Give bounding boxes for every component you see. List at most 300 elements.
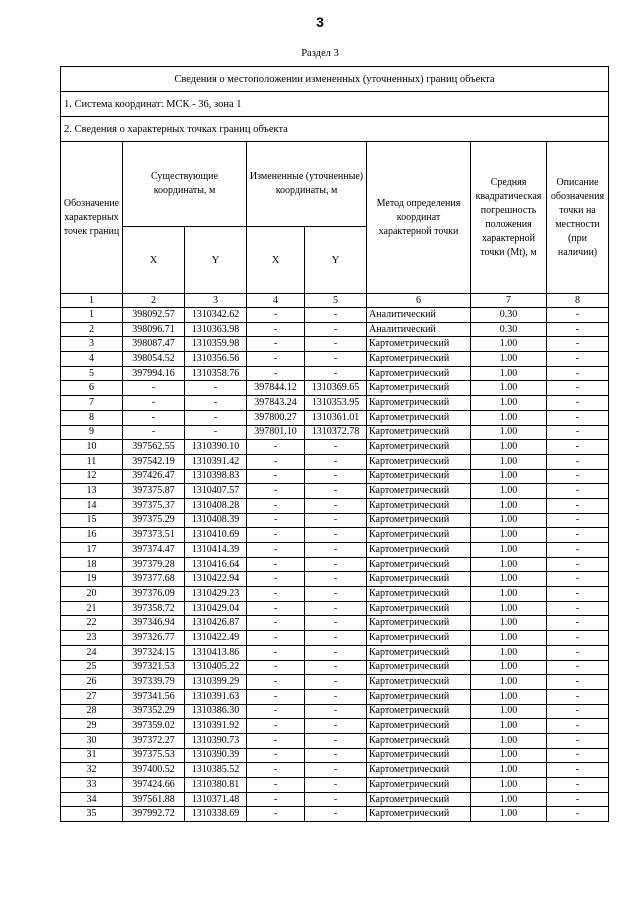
col-number: 4 (247, 294, 305, 308)
cell-changed-y: - (305, 645, 367, 660)
page-number: 3 (316, 14, 324, 30)
cell-description: - (547, 557, 609, 572)
cell-changed-x: - (247, 675, 305, 690)
cell-changed-x: 397844.12 (247, 381, 305, 396)
cell-description: - (547, 498, 609, 513)
cell-existing-y: - (185, 410, 247, 425)
cell-changed-x: - (247, 733, 305, 748)
cell-point-id: 9 (61, 425, 123, 440)
cell-existing-x: 397542.19 (123, 454, 185, 469)
table-row (61, 322, 609, 337)
cell-method: Картометрический (367, 469, 471, 484)
cell-accuracy: 1.00 (471, 513, 547, 528)
cell-changed-y: - (305, 631, 367, 646)
cell-changed-y: - (305, 748, 367, 763)
cell-method: Картометрический (367, 778, 471, 793)
cell-changed-y: - (305, 704, 367, 719)
cell-description: - (547, 366, 609, 381)
cell-accuracy: 1.00 (471, 763, 547, 778)
cell-existing-x: 397424.66 (123, 778, 185, 793)
cell-changed-x: - (247, 366, 305, 381)
table-row (61, 366, 609, 381)
cell-point-id: 35 (61, 807, 123, 822)
cell-description: - (547, 572, 609, 587)
cell-changed-x: - (247, 704, 305, 719)
cell-existing-x: 397377.68 (123, 572, 185, 587)
table-row (61, 778, 609, 793)
table-row (61, 543, 609, 558)
cell-changed-x: - (247, 778, 305, 793)
col-number: 3 (185, 294, 247, 308)
cell-existing-y: 1310398.83 (185, 469, 247, 484)
table-row (61, 719, 609, 734)
cell-changed-x: - (247, 689, 305, 704)
cell-accuracy: 1.00 (471, 601, 547, 616)
table-row (61, 469, 609, 484)
cell-method: Аналитический (367, 322, 471, 337)
cell-changed-x: 397801.10 (247, 425, 305, 440)
points-heading: 2. Сведения о характерных точках границ объекта (61, 117, 609, 142)
cell-changed-x: - (247, 572, 305, 587)
cell-method: Картометрический (367, 454, 471, 469)
cell-method: Картометрический (367, 675, 471, 690)
cell-point-id: 18 (61, 557, 123, 572)
cell-method: Картометрический (367, 410, 471, 425)
cell-changed-x: - (247, 748, 305, 763)
col-number: 8 (547, 294, 609, 308)
cell-accuracy: 1.00 (471, 660, 547, 675)
cell-method: Картометрический (367, 557, 471, 572)
cell-method: Картометрический (367, 748, 471, 763)
cell-description: - (547, 778, 609, 793)
cell-point-id: 24 (61, 645, 123, 660)
cell-description: - (547, 454, 609, 469)
col-number: 2 (123, 294, 185, 308)
cell-point-id: 33 (61, 778, 123, 793)
cell-accuracy: 1.00 (471, 366, 547, 381)
section-label: Раздел 3 (301, 48, 339, 59)
cell-changed-y: - (305, 513, 367, 528)
cell-changed-y: - (305, 337, 367, 352)
table-row (61, 807, 609, 822)
table-row (61, 763, 609, 778)
header-method: Метод определения координат характерной точки (367, 142, 471, 294)
cell-existing-y: 1310390.73 (185, 733, 247, 748)
cell-point-id: 13 (61, 484, 123, 499)
header-description: Описание обозначения точки на местности (при наличии) (547, 142, 609, 294)
coord-system: 1. Система координат: МСК - 36, зона 1 (61, 92, 609, 117)
table-row (61, 616, 609, 631)
cell-changed-y: - (305, 616, 367, 631)
cell-changed-x: 397843.24 (247, 396, 305, 411)
cell-existing-x: 397375.87 (123, 484, 185, 499)
cell-point-id: 34 (61, 792, 123, 807)
cell-method: Картометрический (367, 807, 471, 822)
cell-point-id: 15 (61, 513, 123, 528)
cell-method: Картометрический (367, 733, 471, 748)
cell-changed-y: - (305, 366, 367, 381)
cell-changed-x: - (247, 484, 305, 499)
cell-accuracy: 1.00 (471, 410, 547, 425)
cell-method: Картометрический (367, 352, 471, 367)
cell-changed-x: - (247, 440, 305, 455)
cell-changed-x: - (247, 322, 305, 337)
cell-existing-y: 1310408.39 (185, 513, 247, 528)
cell-existing-y: 1310408.28 (185, 498, 247, 513)
table-row (61, 645, 609, 660)
cell-accuracy: 1.00 (471, 645, 547, 660)
cell-changed-y: - (305, 807, 367, 822)
cell-accuracy: 1.00 (471, 498, 547, 513)
cell-accuracy: 1.00 (471, 440, 547, 455)
header-existing-x: X (123, 227, 185, 294)
cell-description: - (547, 763, 609, 778)
cell-point-id: 19 (61, 572, 123, 587)
cell-description: - (547, 528, 609, 543)
cell-changed-y: - (305, 689, 367, 704)
cell-description: - (547, 807, 609, 822)
header-changed-x: X (247, 227, 305, 294)
cell-accuracy: 1.00 (471, 748, 547, 763)
cell-existing-y: 1310390.39 (185, 748, 247, 763)
cell-existing-y: 1310371.48 (185, 792, 247, 807)
cell-changed-y: - (305, 763, 367, 778)
cell-existing-y: 1310429.04 (185, 601, 247, 616)
cell-changed-x: - (247, 763, 305, 778)
cell-changed-x: - (247, 528, 305, 543)
table-row (61, 631, 609, 646)
cell-point-id: 2 (61, 322, 123, 337)
table-title: Сведения о местоположении измененных (уточненных) границ объекта (61, 67, 609, 92)
cell-point-id: 8 (61, 410, 123, 425)
cell-changed-x: - (247, 631, 305, 646)
cell-existing-y: 1310414.39 (185, 543, 247, 558)
cell-point-id: 17 (61, 543, 123, 558)
cell-method: Картометрический (367, 484, 471, 499)
cell-accuracy: 1.00 (471, 689, 547, 704)
cell-point-id: 28 (61, 704, 123, 719)
cell-existing-x: 397375.29 (123, 513, 185, 528)
cell-changed-y: - (305, 601, 367, 616)
cell-method: Картометрический (367, 337, 471, 352)
table-row (61, 675, 609, 690)
cell-point-id: 21 (61, 601, 123, 616)
cell-description: - (547, 704, 609, 719)
cell-method: Картометрический (367, 572, 471, 587)
cell-accuracy: 1.00 (471, 587, 547, 602)
cell-description: - (547, 543, 609, 558)
cell-method: Картометрический (367, 616, 471, 631)
cell-existing-y: 1310385.52 (185, 763, 247, 778)
table-row (61, 396, 609, 411)
cell-point-id: 27 (61, 689, 123, 704)
cell-accuracy: 1.00 (471, 352, 547, 367)
cell-description: - (547, 425, 609, 440)
cell-point-id: 3 (61, 337, 123, 352)
cell-existing-y: 1310391.92 (185, 719, 247, 734)
cell-accuracy: 1.00 (471, 484, 547, 499)
cell-existing-y: 1310422.49 (185, 631, 247, 646)
cell-existing-x: - (123, 396, 185, 411)
cell-description: - (547, 748, 609, 763)
cell-changed-x: - (247, 645, 305, 660)
cell-changed-x: - (247, 469, 305, 484)
table-row (61, 748, 609, 763)
cell-existing-x: 397379.28 (123, 557, 185, 572)
col-number: 6 (367, 294, 471, 308)
cell-existing-y: 1310356.56 (185, 352, 247, 367)
header-existing-y: Y (185, 227, 247, 294)
cell-existing-y: 1310338.69 (185, 807, 247, 822)
table-row (61, 572, 609, 587)
col-number: 7 (471, 294, 547, 308)
cell-existing-x: 397372.27 (123, 733, 185, 748)
cell-existing-y: 1310399.29 (185, 675, 247, 690)
cell-existing-y: - (185, 425, 247, 440)
cell-existing-y: 1310390.10 (185, 440, 247, 455)
table-row (61, 440, 609, 455)
cell-description: - (547, 631, 609, 646)
cell-changed-y: - (305, 440, 367, 455)
cell-accuracy: 1.00 (471, 631, 547, 646)
cell-accuracy: 1.00 (471, 807, 547, 822)
cell-existing-y: 1310407.57 (185, 484, 247, 499)
cell-existing-y: 1310410.69 (185, 528, 247, 543)
cell-description: - (547, 733, 609, 748)
cell-accuracy: 1.00 (471, 733, 547, 748)
cell-description: - (547, 792, 609, 807)
cell-point-id: 7 (61, 396, 123, 411)
cell-accuracy: 1.00 (471, 528, 547, 543)
cell-description: - (547, 469, 609, 484)
cell-changed-y: 1310361.01 (305, 410, 367, 425)
cell-existing-x: 398054.52 (123, 352, 185, 367)
cell-description: - (547, 484, 609, 499)
cell-existing-y: 1310386.30 (185, 704, 247, 719)
cell-description: - (547, 410, 609, 425)
cell-existing-x: 397375.53 (123, 748, 185, 763)
cell-point-id: 1 (61, 308, 123, 323)
cell-changed-x: - (247, 308, 305, 323)
cell-changed-y: - (305, 675, 367, 690)
cell-method: Картометрический (367, 381, 471, 396)
cell-description: - (547, 322, 609, 337)
cell-changed-y: - (305, 528, 367, 543)
cell-changed-y: - (305, 660, 367, 675)
cell-point-id: 25 (61, 660, 123, 675)
cell-accuracy: 0.30 (471, 308, 547, 323)
cell-accuracy: 1.00 (471, 572, 547, 587)
table-row (61, 454, 609, 469)
cell-accuracy: 1.00 (471, 675, 547, 690)
table-row (61, 308, 609, 323)
cell-point-id: 29 (61, 719, 123, 734)
cell-description: - (547, 601, 609, 616)
cell-changed-y: 1310353.95 (305, 396, 367, 411)
cell-changed-y: - (305, 352, 367, 367)
cell-changed-x: - (247, 792, 305, 807)
table-row (61, 660, 609, 675)
cell-point-id: 16 (61, 528, 123, 543)
table-row (61, 498, 609, 513)
col-number: 1 (61, 294, 123, 308)
cell-accuracy: 1.00 (471, 454, 547, 469)
cell-changed-y: 1310372.78 (305, 425, 367, 440)
table-row (61, 484, 609, 499)
cell-existing-x: 397994.16 (123, 366, 185, 381)
cell-description: - (547, 381, 609, 396)
cell-existing-x: 397359.02 (123, 719, 185, 734)
table-row (61, 410, 609, 425)
cell-changed-x: - (247, 513, 305, 528)
cell-method: Картометрический (367, 660, 471, 675)
cell-point-id: 4 (61, 352, 123, 367)
cell-description: - (547, 587, 609, 602)
cell-description: - (547, 513, 609, 528)
cell-description: - (547, 440, 609, 455)
cell-changed-y: - (305, 733, 367, 748)
cell-accuracy: 1.00 (471, 396, 547, 411)
cell-description: - (547, 337, 609, 352)
cell-changed-y: - (305, 557, 367, 572)
header-existing: Существующие координаты, м (123, 142, 247, 227)
boundary-points-table (60, 66, 609, 822)
cell-changed-y: - (305, 543, 367, 558)
cell-method: Картометрический (367, 719, 471, 734)
cell-existing-x: - (123, 381, 185, 396)
cell-existing-x: 397324.15 (123, 645, 185, 660)
cell-changed-y: - (305, 308, 367, 323)
cell-existing-y: - (185, 381, 247, 396)
cell-method: Картометрический (367, 513, 471, 528)
cell-existing-x: 398092.57 (123, 308, 185, 323)
cell-method: Картометрический (367, 704, 471, 719)
cell-point-id: 26 (61, 675, 123, 690)
cell-accuracy: 1.00 (471, 719, 547, 734)
cell-existing-y: 1310426.87 (185, 616, 247, 631)
header-accuracy: Средняя квадратическая погрешность положения характерной точки (Mt), м (471, 142, 547, 294)
cell-method: Картометрический (367, 396, 471, 411)
table-body (61, 308, 609, 822)
column-number-row (61, 294, 609, 308)
cell-existing-y: 1310429.23 (185, 587, 247, 602)
cell-changed-x: - (247, 454, 305, 469)
cell-changed-y: - (305, 498, 367, 513)
cell-existing-x: 397561.88 (123, 792, 185, 807)
cell-description: - (547, 308, 609, 323)
table-row (61, 381, 609, 396)
table-row (61, 513, 609, 528)
cell-existing-x: 398087.47 (123, 337, 185, 352)
cell-method: Картометрический (367, 763, 471, 778)
cell-changed-y: - (305, 719, 367, 734)
cell-changed-y: 1310369.65 (305, 381, 367, 396)
cell-existing-x: - (123, 410, 185, 425)
cell-accuracy: 1.00 (471, 543, 547, 558)
cell-changed-y: - (305, 792, 367, 807)
cell-accuracy: 1.00 (471, 778, 547, 793)
cell-accuracy: 1.00 (471, 337, 547, 352)
cell-accuracy: 1.00 (471, 381, 547, 396)
cell-method: Картометрический (367, 645, 471, 660)
cell-existing-x: 398096.71 (123, 322, 185, 337)
cell-existing-x: 397374.47 (123, 543, 185, 558)
cell-method: Картометрический (367, 792, 471, 807)
cell-method: Картометрический (367, 425, 471, 440)
cell-existing-y: 1310416.64 (185, 557, 247, 572)
cell-description: - (547, 396, 609, 411)
cell-changed-x: - (247, 601, 305, 616)
cell-point-id: 31 (61, 748, 123, 763)
cell-changed-x: 397800.27 (247, 410, 305, 425)
cell-changed-y: - (305, 778, 367, 793)
table-row (61, 425, 609, 440)
cell-description: - (547, 675, 609, 690)
cell-point-id: 6 (61, 381, 123, 396)
cell-changed-y: - (305, 454, 367, 469)
cell-method: Аналитический (367, 308, 471, 323)
cell-existing-x: 397339.79 (123, 675, 185, 690)
cell-changed-x: - (247, 352, 305, 367)
table-row (61, 337, 609, 352)
cell-point-id: 20 (61, 587, 123, 602)
cell-method: Картометрический (367, 498, 471, 513)
cell-method: Картометрический (367, 631, 471, 646)
cell-changed-x: - (247, 337, 305, 352)
cell-existing-y: 1310405.22 (185, 660, 247, 675)
cell-existing-x: 397400.52 (123, 763, 185, 778)
cell-existing-x: 397346.94 (123, 616, 185, 631)
cell-accuracy: 1.00 (471, 557, 547, 572)
cell-accuracy: 1.00 (471, 792, 547, 807)
table-row (61, 352, 609, 367)
col-number: 5 (305, 294, 367, 308)
cell-accuracy: 1.00 (471, 469, 547, 484)
table-row (61, 528, 609, 543)
table-head (61, 67, 609, 308)
cell-changed-y: - (305, 572, 367, 587)
cell-method: Картометрический (367, 689, 471, 704)
header-changed: Измененные (уточненные) координаты, м (247, 142, 367, 227)
table-row (61, 792, 609, 807)
cell-existing-x: 397375.37 (123, 498, 185, 513)
cell-point-id: 12 (61, 469, 123, 484)
cell-existing-x: 397376.09 (123, 587, 185, 602)
cell-method: Картометрический (367, 528, 471, 543)
cell-description: - (547, 660, 609, 675)
header-designation: Обозначение характерных точек границ (61, 142, 123, 294)
cell-changed-y: - (305, 484, 367, 499)
cell-existing-y: 1310422.94 (185, 572, 247, 587)
header-changed-y: Y (305, 227, 367, 294)
cell-point-id: 10 (61, 440, 123, 455)
cell-accuracy: 1.00 (471, 425, 547, 440)
cell-point-id: 11 (61, 454, 123, 469)
cell-point-id: 22 (61, 616, 123, 631)
cell-method: Картометрический (367, 366, 471, 381)
cell-existing-y: 1310342.62 (185, 308, 247, 323)
cell-changed-x: - (247, 719, 305, 734)
cell-accuracy: 1.00 (471, 616, 547, 631)
cell-description: - (547, 689, 609, 704)
cell-existing-y: 1310380.81 (185, 778, 247, 793)
cell-existing-x: 397321.53 (123, 660, 185, 675)
cell-existing-y: 1310391.63 (185, 689, 247, 704)
cell-existing-y: - (185, 396, 247, 411)
cell-method: Картометрический (367, 601, 471, 616)
cell-point-id: 5 (61, 366, 123, 381)
cell-existing-y: 1310413.86 (185, 645, 247, 660)
